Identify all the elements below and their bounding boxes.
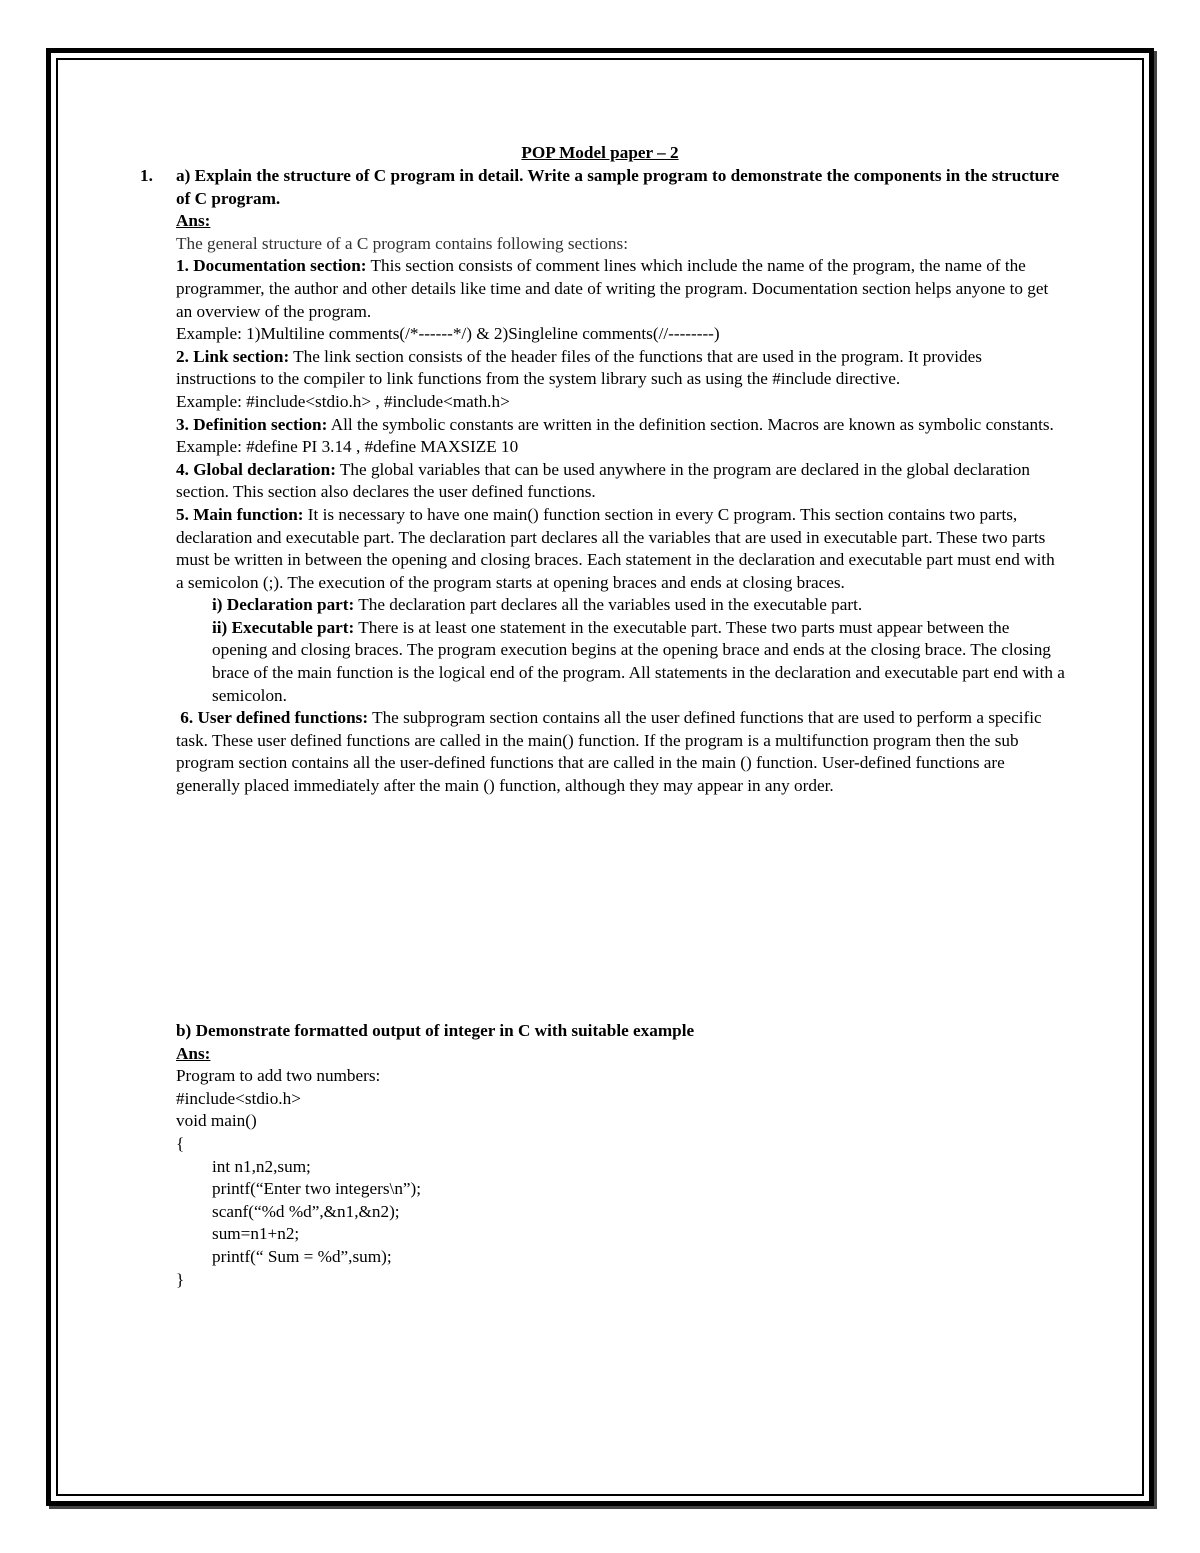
code-line: #include<stdio.h> [176, 1088, 301, 1108]
section-heading: 2. Link section: [176, 346, 290, 366]
code-line: printf(“ Sum = %d”,sum); [212, 1246, 392, 1266]
section-text: The link section consists of the header files of the functions that are used in the program. It provides instructions to the compiler to link functions from the system library such as using the #include directive. [176, 346, 982, 389]
program-title: Program to add two numbers: [176, 1066, 381, 1086]
section-link [176, 346, 1066, 391]
question-1b-block [176, 1020, 1066, 1291]
section-heading: 4. Global declaration: [176, 459, 336, 479]
section-user-defined-functions [176, 707, 1066, 797]
section-documentation [176, 255, 1066, 323]
question-1a-block [176, 165, 1066, 798]
subsection-heading: i) Declaration part: [212, 595, 355, 615]
code-line: } [176, 1269, 185, 1289]
answer-label-a: Ans: [176, 211, 211, 231]
section-heading: 5. Main function: [176, 504, 304, 524]
section-text: This section consists of comment lines which include the name of the program, the name of the programmer, the author and other details like time and date of writing the program. Documentation section helps anyone to get an overview of the program. [176, 256, 1049, 321]
example-text: Example: #define PI 3.14 , #define MAXSIZE 10 [176, 437, 519, 457]
example-text: Example: #include<stdio.h> , #include<math.h> [176, 391, 510, 411]
code-line: void main() [176, 1111, 257, 1131]
question-number: 1. [140, 166, 153, 185]
section-heading: 1. Documentation section: [176, 256, 367, 276]
example-text: Example: 1)Multiline comments(/*------*/) & 2)Singleline comments(//--------) [176, 324, 720, 344]
section-heading: 6. User defined functions: [180, 708, 369, 728]
code-line: { [176, 1133, 185, 1153]
question-b-text: b) Demonstrate formatted output of integer in C with suitable example [176, 1021, 695, 1040]
section-heading: 3. Definition section: [176, 414, 328, 434]
code-line: int n1,n2,sum; [212, 1156, 311, 1176]
section-text: The subprogram section contains all the user defined functions that are used to perform a specific task. These user defined functions are called in the main() function. If the program is a multifunction program then the sub program section contains all the user-defined functions that are called in the main () function. User-defined functions are generally placed immediately after the main () function, although they may appear in any order. [176, 708, 1042, 796]
section-text: It is necessary to have one main() function section in every C program. This section contains two parts, declaration and executable part. The declaration part declares all the variables that are used in executable part. These two parts must be written in between the opening and closing braces. Each statement in the declaration and executable part must end with a semicolon (;). The execution of the program starts at opening braces and ends at closing braces. [176, 504, 1055, 592]
code-line: sum=n1+n2; [212, 1224, 300, 1244]
code-line: scanf(“%d %d”,&n1,&n2); [212, 1201, 400, 1221]
intro-text: The general structure of a C program contains following sections: [176, 233, 628, 253]
section-text: The global variables that can be used anywhere in the program are declared in the global declaration section. This section also declares the user defined functions. [176, 459, 1030, 502]
subsection-text: There is at least one statement in the executable part. These two parts must appear between the opening and closing braces. The program execution begins at the opening brace and ends at the closing brace. The closing brace of the main function is the logical end of the program. All statements in the declaration and executable part end with a semicolon. [212, 617, 1065, 705]
subsection-executable-part [176, 617, 1066, 707]
answer-label-b: Ans: [176, 1043, 211, 1063]
subsection-text: The declaration part declares all the variables used in the executable part. [354, 595, 863, 615]
subsection-declaration-part [176, 594, 1066, 617]
section-global-declaration [176, 459, 1066, 504]
code-line: printf(“Enter two integers\n”); [212, 1179, 422, 1199]
section-text: All the symbolic constants are written in the definition section. Macros are known as symbolic constants. [327, 414, 1054, 434]
section-main-function [176, 504, 1066, 594]
section-definition [176, 414, 1066, 437]
subsection-heading: ii) Executable part: [212, 617, 355, 637]
question-a-text: a) Explain the structure of C program in detail. Write a sample program to demonstrate the components in the structure of C program. [176, 166, 1060, 208]
page-title: POP Model paper – 2 [521, 143, 679, 162]
